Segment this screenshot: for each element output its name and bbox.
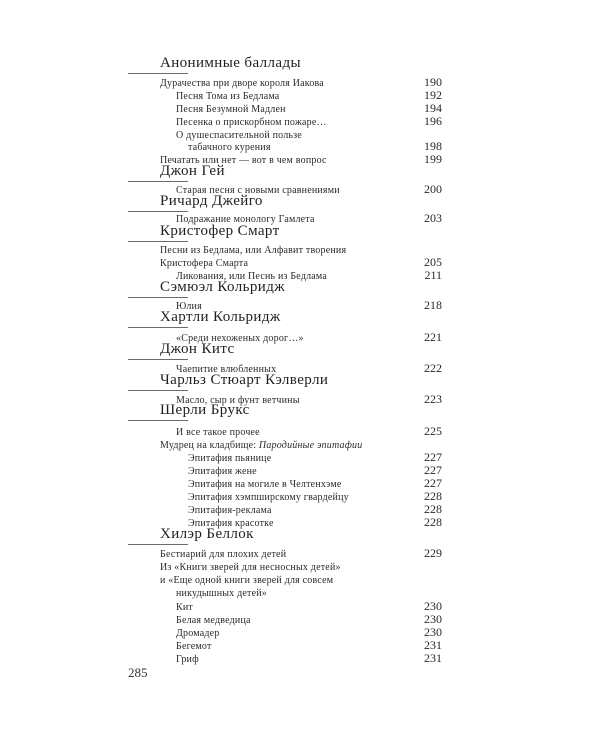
section-rule [128, 359, 188, 360]
toc-entry: Бегемот [176, 641, 212, 652]
page-number: 223 [424, 392, 442, 406]
page-number: 203 [424, 211, 442, 225]
author-heading: Шерли Брукс [160, 402, 250, 418]
toc-entry: Подражание монологу Гамлета [176, 214, 315, 225]
page-number: 199 [424, 152, 442, 166]
page-number: 228 [424, 502, 442, 516]
author-heading: Анонимные баллады [160, 55, 301, 71]
author-heading: Хартли Кольридж [160, 309, 281, 325]
author-heading: Джон Гей [160, 163, 225, 179]
section-rule [128, 420, 188, 421]
toc-entry: Эпитафия пьянице [188, 453, 272, 464]
section-rule [128, 390, 188, 391]
section-rule [128, 544, 188, 545]
toc-entry-italic: Пародийные эпитафии [258, 440, 363, 451]
toc-entry: Ликования, или Песнь из Бедлама [176, 271, 328, 282]
toc-entry: Эпитафия-реклама [188, 505, 272, 516]
author-heading: Хилэр Беллок [160, 526, 254, 542]
toc-entry: «Среди нехоженых дорог…» [176, 333, 304, 344]
toc-entry: Бестиарий для плохих детей [160, 549, 287, 560]
toc-entry: Песня Безумной Мадлен [176, 104, 286, 115]
page-number: 225 [424, 424, 442, 438]
page-number: 194 [424, 101, 442, 115]
toc-entry: Печатать или нет — вот в чем вопрос [160, 155, 327, 166]
page-number: 190 [424, 75, 442, 89]
page-number: 228 [424, 515, 442, 529]
page-number: 230 [424, 625, 442, 639]
page-number: 222 [424, 361, 442, 375]
toc-entry: Чаепитие влюбленных [176, 364, 277, 375]
page-number: 218 [424, 298, 442, 312]
section-rule [128, 211, 188, 212]
page-number: 192 [424, 88, 442, 102]
toc-entry: Старая песня с новыми сравнениями [176, 185, 340, 196]
page-number: 200 [424, 182, 442, 196]
toc-entry: табачного курения [188, 142, 271, 153]
author-heading: Чарльз Стюарт Кэлверли [160, 372, 329, 388]
toc-entry: Эпитафия хэмпширскому гвардейцу [188, 492, 349, 503]
toc-entry: Дромадер [176, 628, 220, 639]
toc-entry: Песня Тома из Бедлама [176, 91, 280, 102]
page-number: 230 [424, 612, 442, 626]
toc-entry: Кристофера Смарта [160, 258, 249, 269]
toc-entry: И все такое прочее [176, 427, 260, 438]
toc-entry: Эпитафия на могиле в Челтенхэме [188, 479, 342, 490]
toc-entry: Кит [176, 602, 193, 613]
toc-entry: Эпитафия жене [188, 466, 257, 477]
page-number: 211 [424, 268, 442, 282]
section-rule [128, 297, 188, 298]
page-number: 229 [424, 546, 442, 560]
toc-entry: Песенка о прискорбном пожаре… [176, 117, 327, 128]
toc-entry: Песни из Бедлама, или Алфавит творения [160, 245, 347, 256]
section-rule [128, 241, 188, 242]
toc-entry: Масло, сыр и фунт ветчины [176, 395, 300, 406]
section-rule [128, 327, 188, 328]
page-number: 227 [424, 476, 442, 490]
page-number: 231 [424, 638, 442, 652]
toc-entry: никудышных детей» [176, 588, 267, 599]
author-heading: Ричард Джейго [160, 193, 263, 209]
page-number: 228 [424, 489, 442, 503]
toc-entry: Дурачества при дворе короля Иакова [160, 78, 324, 89]
page-folio: 285 [128, 665, 148, 680]
toc-entry-text: Мудрец на кладбище: [160, 440, 259, 451]
toc-entry [160, 440, 362, 451]
page-number: 205 [424, 255, 442, 269]
section-rule [128, 73, 188, 74]
page-number: 231 [424, 651, 442, 665]
page-number: 227 [424, 450, 442, 464]
toc-entry: и «Еще одной книги зверей для совсем [160, 575, 334, 586]
page-number: 198 [424, 139, 442, 153]
author-heading: Джон Китс [160, 341, 235, 357]
page-number: 221 [424, 330, 442, 344]
section-rule [128, 181, 188, 182]
toc-entry: Из «Книги зверей для несносных детей» [160, 562, 341, 573]
toc-entry: Эпитафия красотке [188, 518, 274, 529]
page-number: 230 [424, 599, 442, 613]
toc-entry: О душеспасительной пользе [176, 130, 302, 141]
author-heading: Кристофер Смарт [160, 223, 280, 239]
author-heading: Сэмюэл Кольридж [160, 279, 286, 295]
page-number: 196 [424, 114, 442, 128]
toc-entry: Гриф [176, 654, 199, 665]
page-number: 227 [424, 463, 442, 477]
toc-entry: Белая медведица [176, 615, 251, 626]
toc-entry: Юлия [176, 301, 202, 312]
